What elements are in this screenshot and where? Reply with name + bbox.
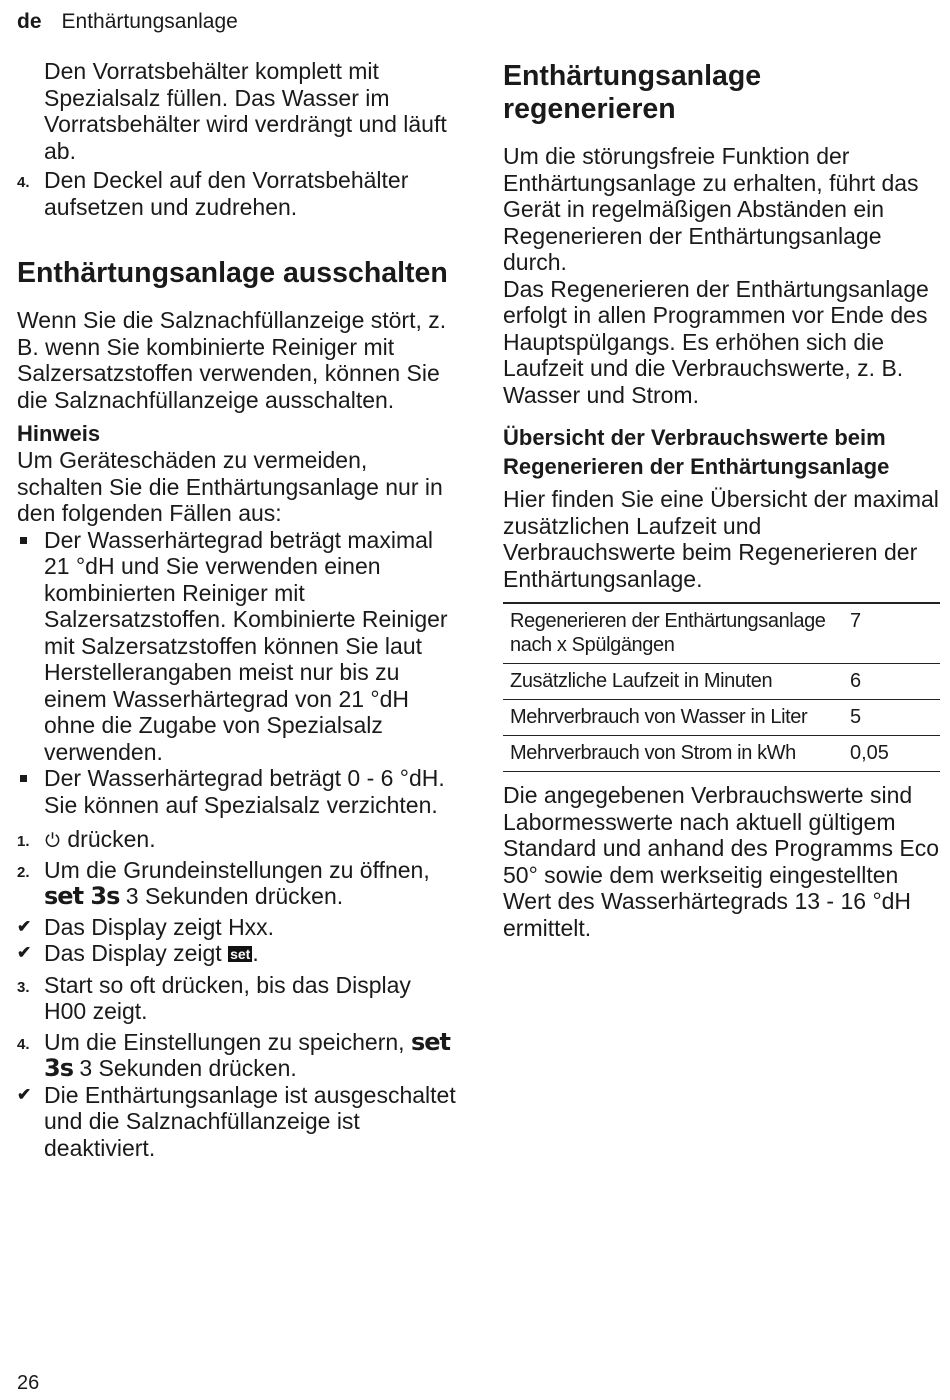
result-text: Die Enthärtungsanlage ist ausgeschaltet und die Salznachfüllanzeige ist deaktiviert.	[44, 1081, 456, 1161]
step-1	[17, 826, 457, 853]
table-row	[503, 736, 940, 772]
step-text: drücken.	[67, 826, 156, 852]
section-heading-disable: Enthärtungsanlage ausschalten	[17, 257, 448, 289]
subheading-consumption: Übersicht der Verbrauchswerte beim Regenerieren der Enthärtungsanlage	[503, 425, 890, 479]
step-text: 3 Sekunden drücken.	[79, 1055, 297, 1081]
table-cell-label: Regenerieren der Enthärtungsanlage nach x Spülgängen	[503, 603, 843, 664]
result-text: .	[252, 940, 259, 966]
check-icon: ✔	[17, 943, 32, 962]
start-button-label: Start	[44, 971, 93, 998]
hint-text: Um Geräteschäden zu vermeiden, schalten Sie die Enthärtungsanlage nur in den folgenden Fällen aus:	[17, 447, 443, 526]
regenerate-paragraph-2: Das Regenerieren der Enthärtungsanlage erfolgt in allen Programmen vor Ende des Hauptspülgangs. Es erhöhen sich die Laufzeit und die Verbrauchswerte, z. B. Wasser und Strom.	[503, 275, 929, 408]
language-code: de	[17, 10, 42, 33]
measurement-note: Die angegebenen Verbrauchswerte sind Labormesswerte nach aktuell gültigem Standard und anhand des Programms Eco 50° sowie dem werkseitig eingestellten Wert des Wasserhärtegrads 13 - 16 °dH ermittelt.	[503, 782, 939, 941]
bullet-item	[17, 527, 457, 766]
left-column	[17, 58, 457, 1161]
regenerate-paragraph-1: Um die störungsfreie Funktion der Enthärtungsanlage zu erhalten, führt das Gerät in regelmäßigen Abständen ein Regenerieren der Enthärtungsanlage durch.	[503, 143, 919, 275]
hint-box	[17, 421, 457, 818]
step-text: Um die Einstellungen zu speichern,	[44, 1028, 405, 1055]
hint-title: Hinweis	[17, 421, 101, 446]
continued-step-text: Den Vorratsbehälter komplett mit Spezialsalz füllen. Das Wasser im Vorratsbehälter wird verdrängt und läuft ab.	[44, 58, 447, 164]
step-number: 2.	[17, 863, 30, 881]
step-text: so oft drücken, bis das Display H00 zeigt.	[44, 971, 411, 1024]
result-text: Das Display zeigt	[44, 940, 222, 966]
page-number: 26	[17, 1372, 40, 1394]
table-cell-value: 5	[843, 700, 940, 736]
bullet-text: Der Wasserhärtegrad beträgt maximal 21 °dH und Sie verwenden einen kombinierten Reiniger mit Salzersatzstoffen. Kombinierte Reiniger mit Salzersatzstoffen können Sie laut Herstellerangaben meist nur bis zu einem Wasserhärtegrad von 21 °dH ohne die Zugabe von Spezialsalz verwenden.	[44, 526, 448, 765]
step-number: 4.	[17, 174, 30, 191]
table-cell-value: 0,05	[843, 736, 940, 772]
bullet-text: Der Wasserhärtegrad beträgt 0 - 6 °dH. Sie können auf Spezialsalz verzichten.	[44, 765, 445, 818]
set-3s-button-label: set 3s	[44, 882, 120, 910]
step-number: 4.	[17, 1035, 30, 1053]
bullet-item	[17, 765, 457, 818]
table-row	[503, 664, 940, 700]
consumption-table	[503, 602, 940, 772]
bullet-square-icon	[20, 775, 27, 782]
table-cell-value: 7	[843, 603, 940, 664]
step-3	[17, 972, 457, 1025]
power-icon	[44, 831, 61, 848]
table-cell-label: Mehrverbrauch von Wasser in Liter	[503, 700, 843, 736]
result-2	[17, 940, 457, 968]
step-text: Um die Grundeinstellungen zu öffnen,	[44, 856, 430, 883]
result-text: Das Display zeigt Hxx.	[44, 913, 275, 940]
step-number: 3.	[17, 978, 30, 996]
step-number: 1.	[17, 833, 30, 850]
bullet-square-icon	[20, 537, 27, 544]
table-cell-label: Mehrverbrauch von Strom in kWh	[503, 736, 843, 772]
table-cell-label: Zusätzliche Laufzeit in Minuten	[503, 664, 843, 700]
step-2	[17, 857, 457, 910]
step-4-fill	[17, 167, 457, 220]
check-icon: ✔	[17, 916, 32, 936]
page-header	[17, 10, 238, 34]
result-1	[17, 914, 457, 941]
right-column	[503, 60, 940, 941]
intro-paragraph: Wenn Sie die Salznachfüllanzeige stört, z. B. wenn Sie kombinierte Reiniger mit Salzersatzstoffen verwenden, können Sie die Salznachfüllanzeige ausschalten.	[17, 307, 447, 413]
header-title: Enthärtungsanlage	[61, 10, 238, 33]
step-text: 3 Sekunden drücken.	[125, 883, 344, 909]
table-row	[503, 603, 940, 664]
section-heading-regenerate: Enthärtungsanlage regenerieren	[503, 60, 762, 125]
table-row	[503, 700, 940, 736]
check-icon: ✔	[17, 1084, 32, 1104]
step-4-save	[17, 1029, 457, 1082]
step-text: Den Deckel auf den Vorratsbehälter aufsetzen und zudrehen.	[44, 167, 409, 220]
overview-paragraph: Hier finden Sie eine Übersicht der maximal zusätzlichen Laufzeit und Verbrauchswerte beim Regenerieren der Enthärtungsanlage.	[503, 486, 939, 592]
result-3	[17, 1082, 457, 1162]
table-cell-value: 6	[843, 664, 940, 700]
set-display-symbol: set	[230, 946, 251, 962]
set-3s-button-label: set 3s	[44, 1027, 450, 1082]
